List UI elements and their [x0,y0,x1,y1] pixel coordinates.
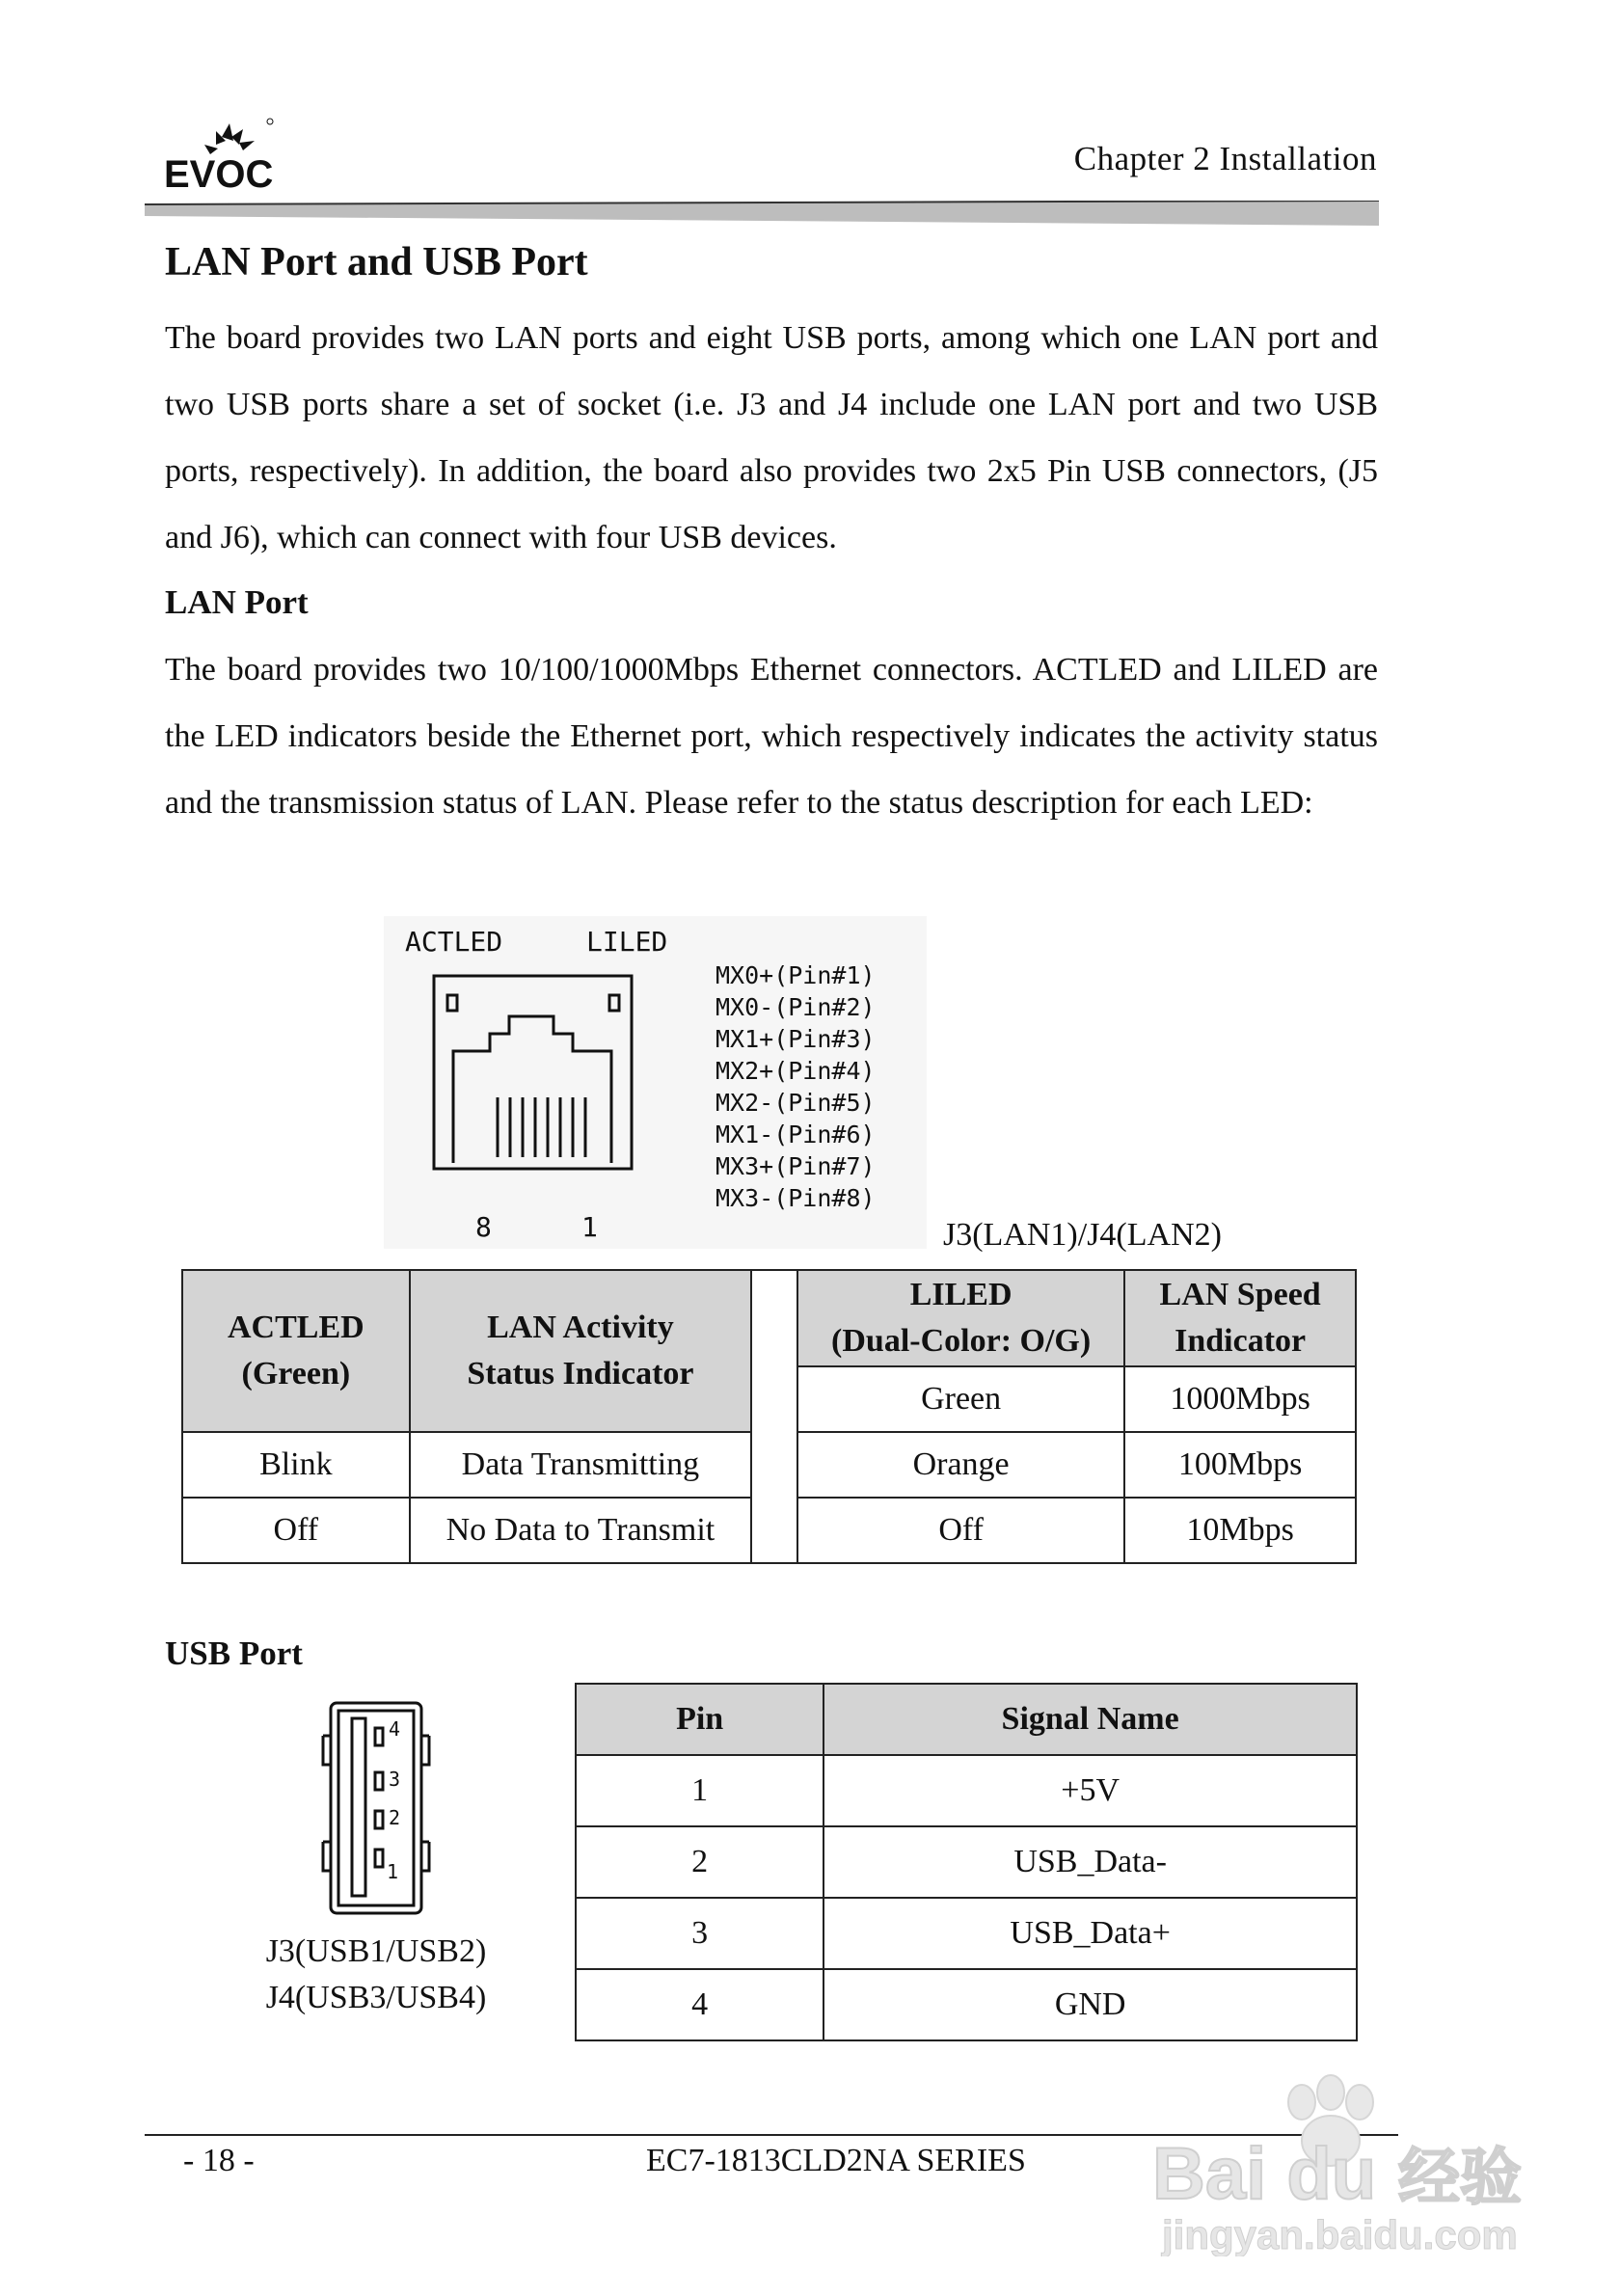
table-cell: 2 [576,1826,824,1898]
section-title: LAN Port and USB Port [165,240,588,284]
pin-label: MX2-(Pin#5) [716,1089,876,1117]
usb-pin-table [575,1683,1358,2041]
table-cell: GND [824,1969,1357,2040]
usb-connector-caption: J3(USB1/USB2) J4(USB3/USB4) [265,1933,487,2015]
table-cell: Orange [797,1432,1124,1498]
lan-activity-header: LAN Activity Status Indicator [410,1270,751,1432]
table-cell: 1000Mbps [1124,1366,1356,1432]
watermark-brand-cn: 经验 [1398,2143,1522,2212]
pin8-label: 8 [475,1211,492,1243]
pin-label: MX3+(Pin#7) [716,1152,876,1180]
page-number: - 18 - [183,2143,255,2178]
pin-label: MX1-(Pin#6) [716,1121,876,1148]
pin-label: MX2+(Pin#4) [716,1057,876,1085]
pin-header: Pin [576,1684,824,1755]
svg-text:EVOC: EVOC [164,153,274,195]
usb-connector-diagram [313,1697,439,1919]
table-cell: Off [797,1498,1124,1563]
lan-speed-header: LAN Speed Indicator [1124,1270,1356,1366]
lan-heading: LAN Port [165,583,309,621]
usb-pin-label: 2 [389,1806,401,1829]
table-cell: USB_Data- [824,1826,1357,1898]
table-cell: 100Mbps [1124,1432,1356,1498]
table-cell: Blink [182,1432,410,1498]
liled-label: LILED [586,926,668,958]
table-cell: Data Transmitting [410,1432,751,1498]
led-status-table [181,1269,1357,1564]
table-row [576,1898,1357,1969]
table-spacer [751,1270,797,1563]
table-cell: 1 [576,1755,824,1826]
liled-header: LILED (Dual-Color: O/G) [797,1270,1124,1366]
signal-name-header: Signal Name [824,1684,1357,1755]
evoc-logo [162,116,287,195]
usb-pin-label: 1 [387,1860,399,1883]
table-cell: No Data to Transmit [410,1498,751,1563]
pin-label: MX0-(Pin#2) [716,993,876,1021]
watermark-brand: Bai du [1152,2133,1377,2215]
pin1-label: 1 [581,1211,598,1243]
actled-header: ACTLED (Green) [182,1270,410,1432]
usb-heading: USB Port [165,1634,303,1672]
lan-connector-caption: J3(LAN1)/J4(LAN2) [943,1217,1222,1253]
table-row [576,1969,1357,2040]
table-cell: Green [797,1366,1124,1432]
usb-pin-label: 4 [389,1717,401,1741]
intro-paragraph: The board provides two LAN ports and eight USB ports, among which one LAN port and two USB ports share a set of socket (i.e. J3 and J4 include one LAN port and two USB ports, respectively). In addition, the board also provides two 2x5 Pin USB connectors, (J5 and J6), which can connect with four USB devices. [165,320,1378,555]
product-series: EC7-1813CLD2NA SERIES [646,2143,1026,2178]
table-cell: Off [182,1498,410,1563]
baidu-watermark [1152,2064,1538,2256]
header-rule [145,201,1379,226]
table-cell: +5V [824,1755,1357,1826]
pin-label: MX3-(Pin#8) [716,1184,876,1212]
chapter-heading: Chapter 2 Installation [1073,140,1377,177]
pin-label: MX1+(Pin#3) [716,1025,876,1053]
table-row [576,1755,1357,1826]
usb-pin-label: 3 [389,1768,401,1791]
table-cell: 10Mbps [1124,1498,1356,1563]
pin-label: MX0+(Pin#1) [716,961,876,989]
rj45-connector-diagram [384,916,927,1249]
table-cell: 3 [576,1898,824,1969]
table-row [576,1826,1357,1898]
lan-paragraph: The board provides two 10/100/1000Mbps Ethernet connectors. ACTLED and LILED are the LED indicators beside the Ethernet port, which respectively indicates the activity status and the transmission status of LAN. Please refer to the status description for each LED: [165,652,1378,821]
actled-label: ACTLED [405,926,503,958]
table-cell: USB_Data+ [824,1898,1357,1969]
table-cell: 4 [576,1969,824,2040]
watermark-url: jingyan.baidu.com [1162,2212,1518,2256]
